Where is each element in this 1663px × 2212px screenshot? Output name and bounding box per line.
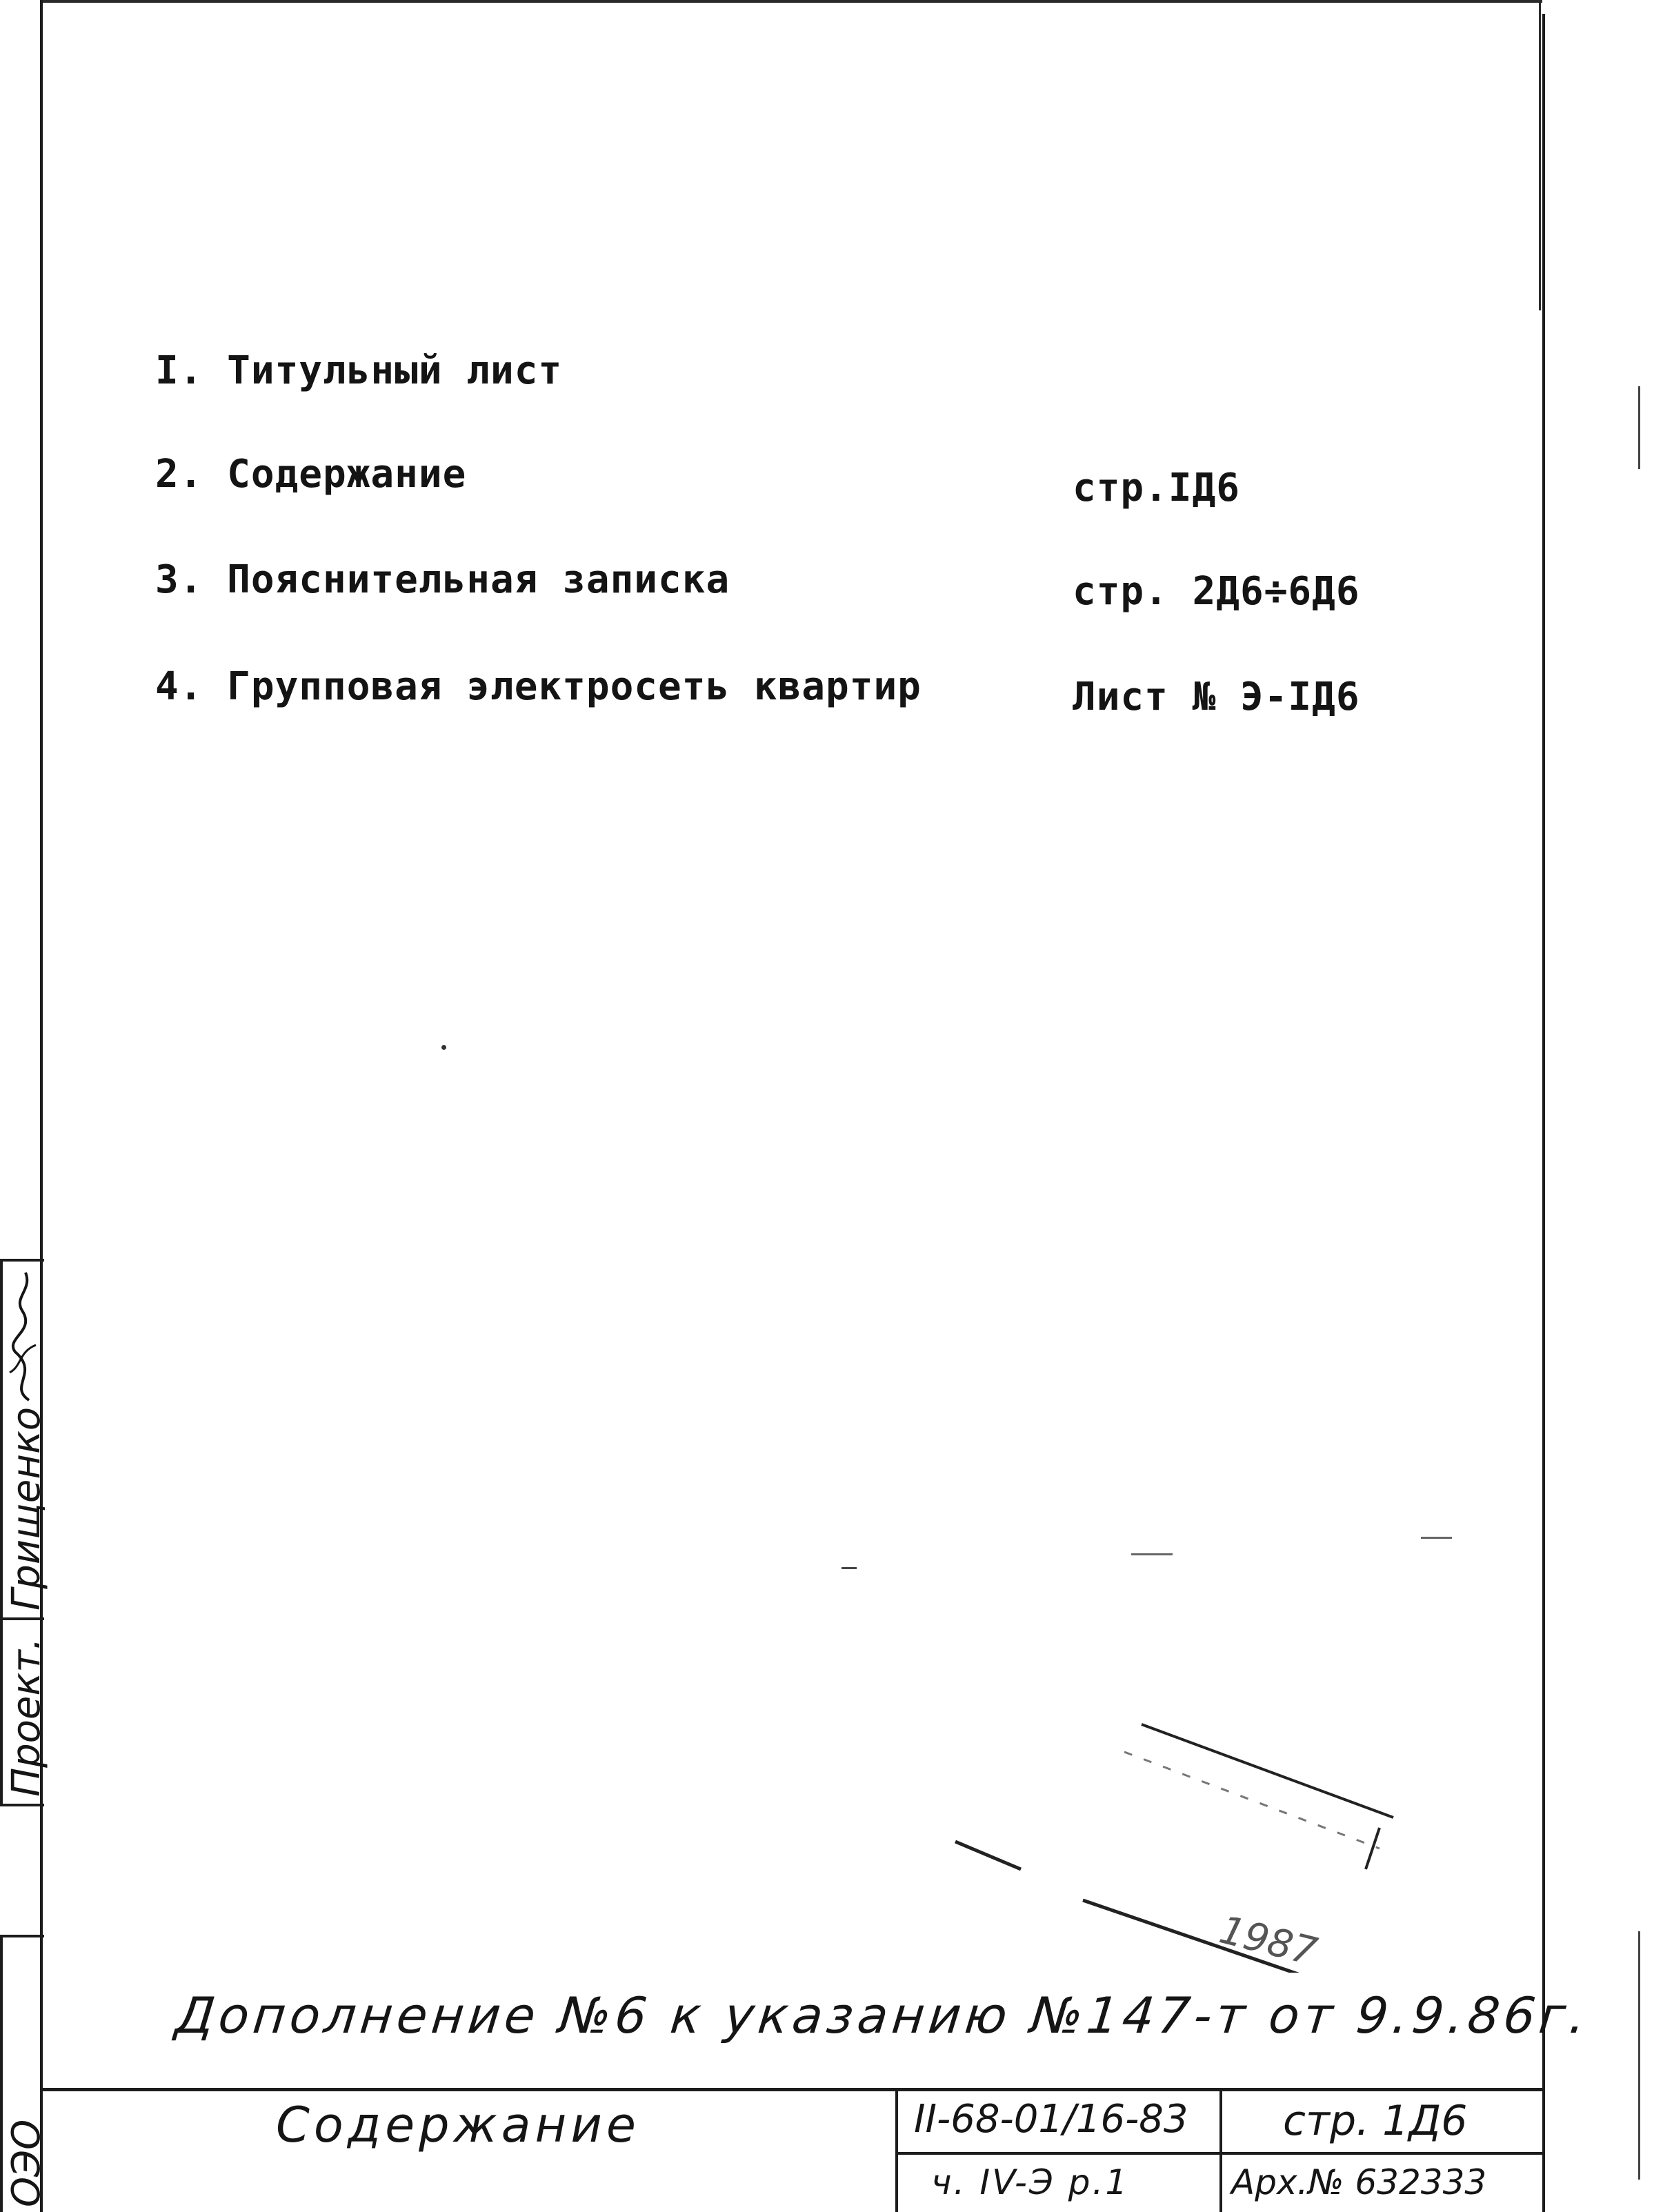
scan-speck xyxy=(441,1045,446,1050)
sidebar-line xyxy=(0,1935,44,1937)
scan-edge-mark xyxy=(1638,1931,1640,2180)
sidebar-line xyxy=(0,1617,44,1620)
toc-ref-contents: стр.IД6 xyxy=(1073,466,1241,510)
sidebar-department: ОЭО xyxy=(4,2119,49,2207)
toc-item-title-page: I. Титульный лист xyxy=(155,348,563,393)
frame-right-line xyxy=(1542,14,1545,2212)
scan-dash xyxy=(842,1567,857,1569)
title-block-divider xyxy=(1219,2088,1222,2212)
sidebar-name: Грищенко xyxy=(4,1406,49,1611)
frame-left-line xyxy=(40,0,43,2212)
toc-ref-explanatory-note: стр. 2Д6÷6Д6 xyxy=(1073,569,1360,614)
sidebar-role: Проект. xyxy=(4,1637,49,1797)
toc-ref-group-network: Лист № Э-IД6 xyxy=(1073,675,1360,719)
title-block-archive-number: Арх.№ 632333 xyxy=(1231,2162,1487,2202)
title-block-top-line xyxy=(41,2088,1545,2091)
title-block-title: Содержание xyxy=(276,2097,640,2153)
addendum-note: Дополнение №6 к указанию №147-т от 9.9.86г. xyxy=(172,1986,1593,2044)
sidebar-line xyxy=(0,1804,44,1806)
title-block-divider xyxy=(895,2088,898,2212)
sidebar-edge xyxy=(0,1935,3,2212)
scan-edge-mark xyxy=(1638,386,1640,469)
toc-item-group-network: 4. Групповая электросеть квартир xyxy=(155,664,922,709)
title-block-page: стр. 1Д6 xyxy=(1283,2097,1468,2145)
signature-mark xyxy=(1,1269,44,1407)
faint-stamp xyxy=(948,1711,1404,1973)
scan-dash xyxy=(1131,1553,1173,1555)
toc-item-contents: 2. Содержание xyxy=(155,452,467,497)
title-block-code: II-68-01/16-83 xyxy=(914,2097,1188,2142)
frame-top-line xyxy=(40,0,1542,3)
scan-dash xyxy=(1421,1537,1452,1539)
frame-right-edge-line xyxy=(1539,0,1541,310)
title-block-sheet: ч. IV-Э р.1 xyxy=(931,2162,1130,2202)
stamp-number: 1987 xyxy=(1215,1907,1322,1973)
toc-item-explanatory-note: 3. Пояснительная записка xyxy=(155,557,730,602)
sidebar-line xyxy=(0,1259,44,1262)
